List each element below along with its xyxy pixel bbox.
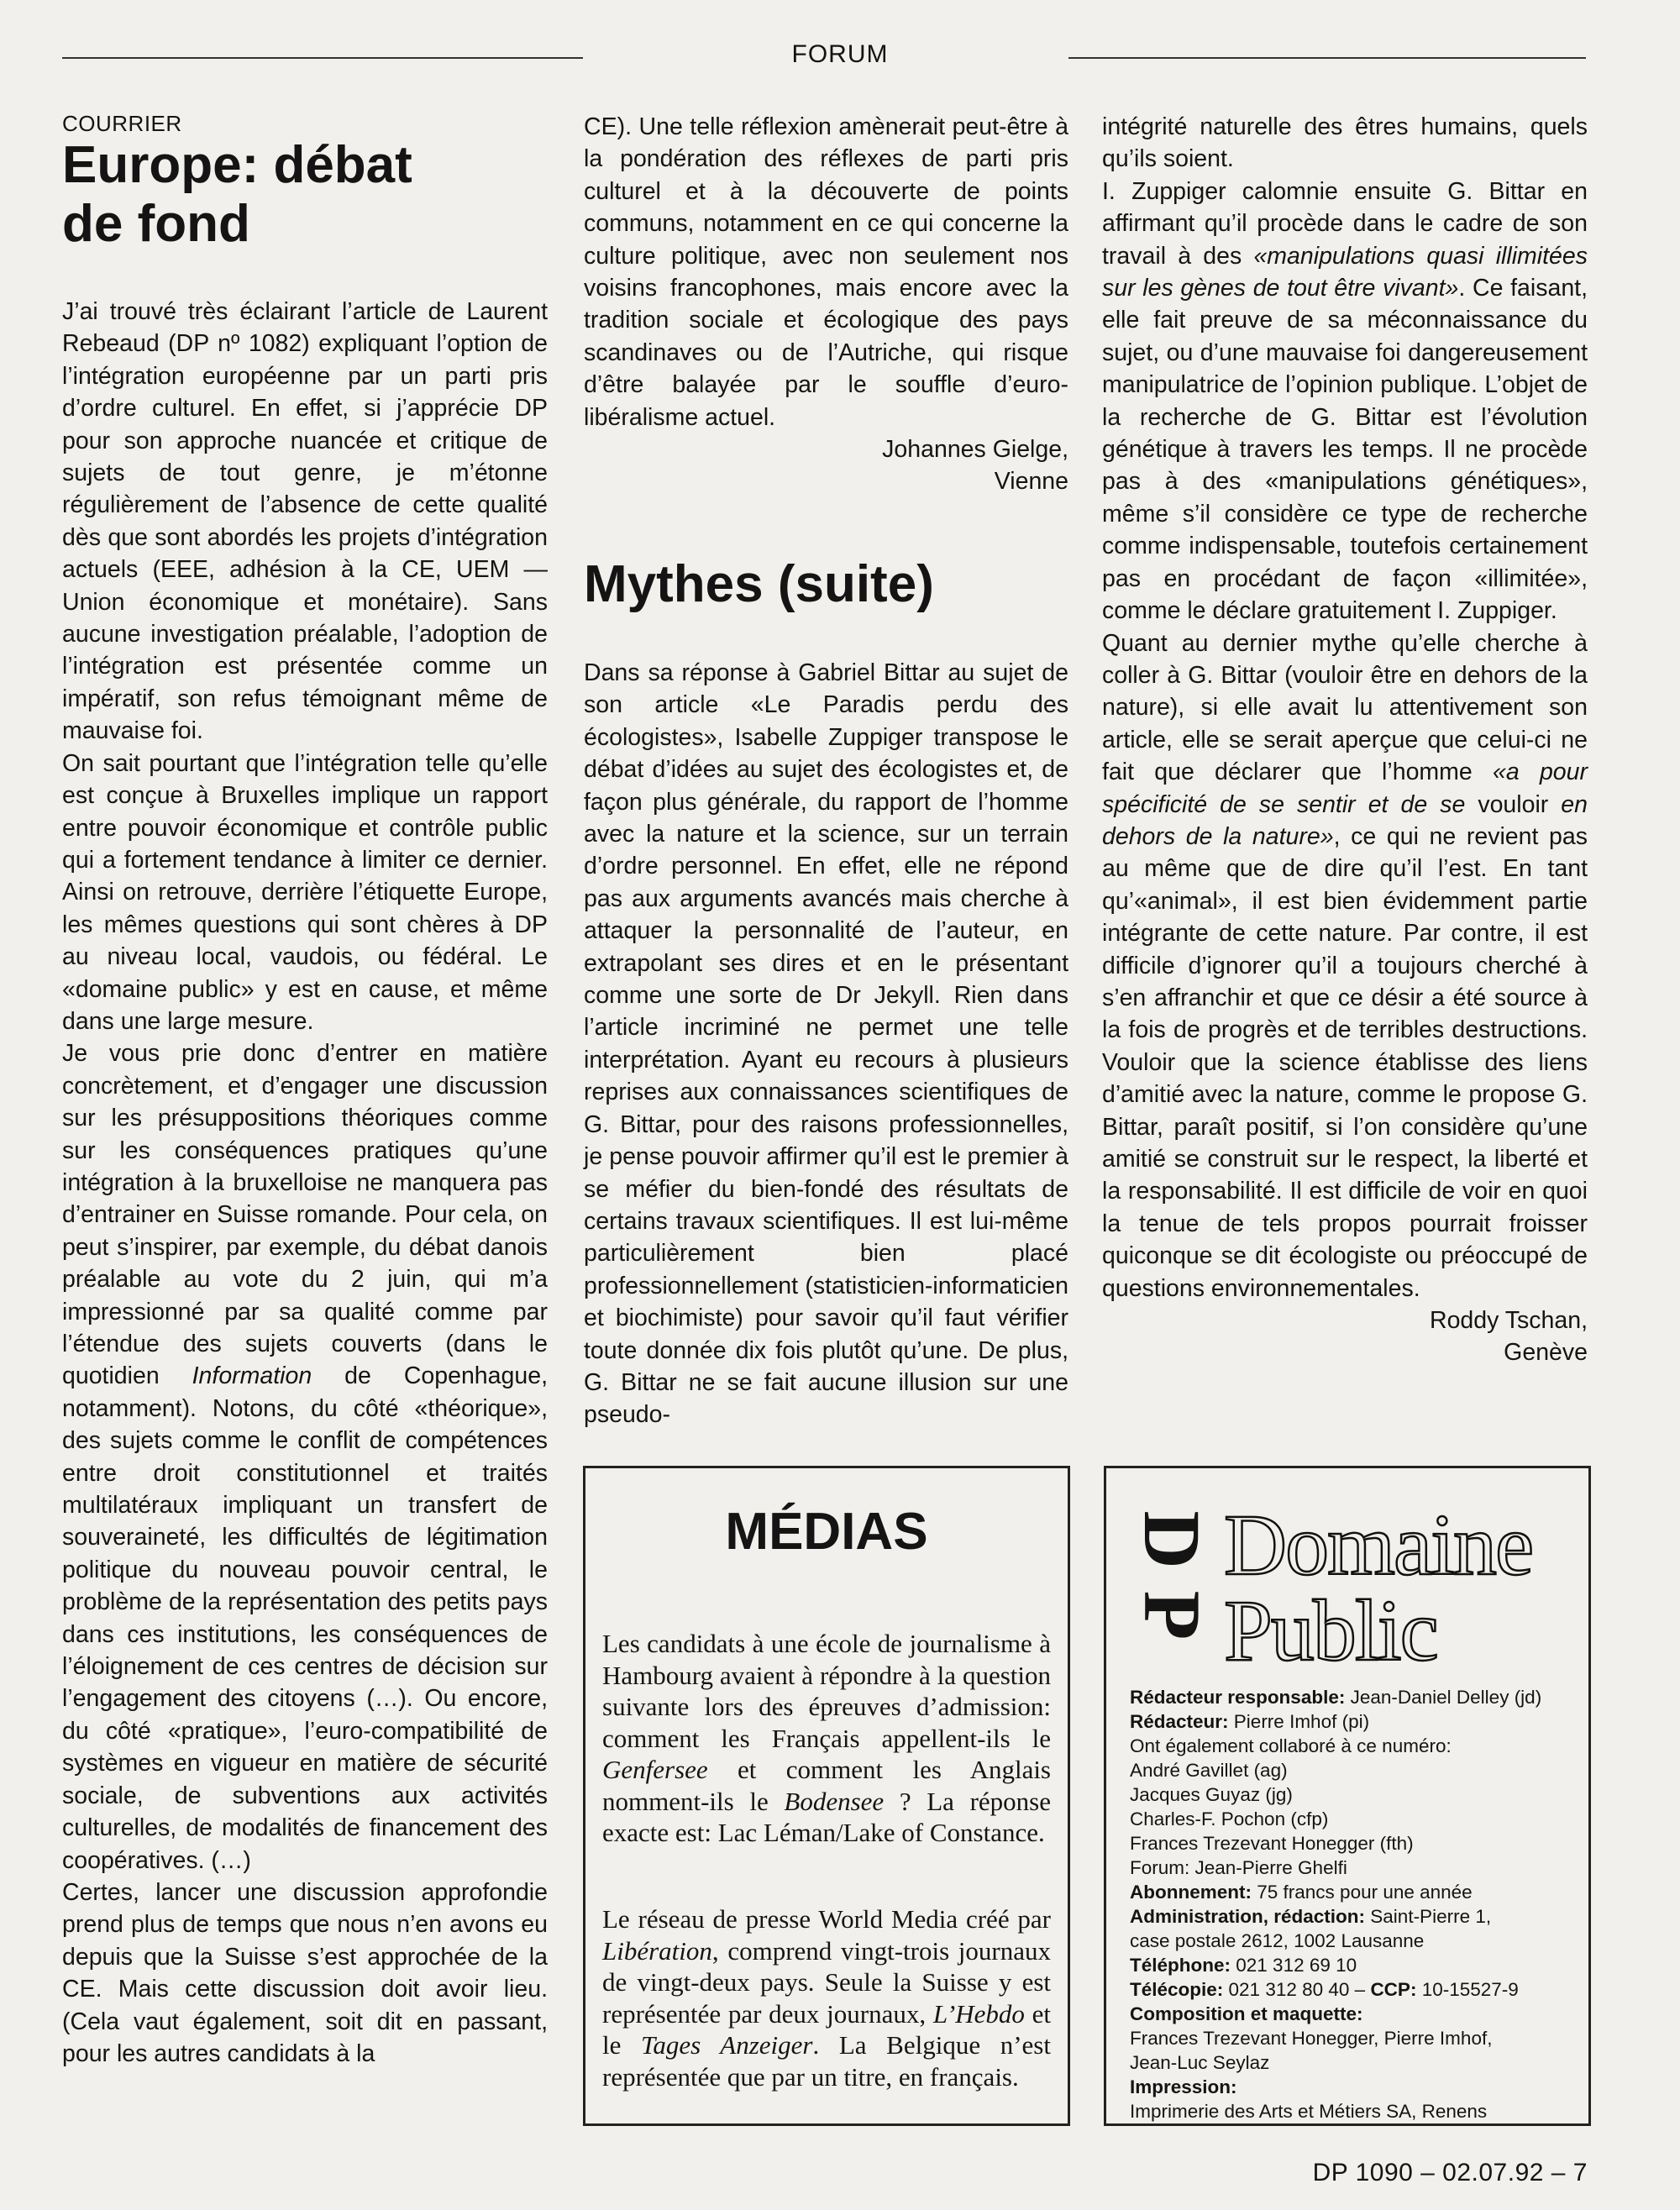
article-paragraph: Certes, lancer une discussion approfondie prend plus de temps que nous n’en avons eu depuis que la Suisse s’est approchée de la CE. Mais cette discussion doit avoir lieu. (Cela vaut également, soit dit en passant, pour les autres candidats à la [62,1878,548,2067]
article-paragraph: Quant au dernier mythe qu’elle cherche à coller à G. Bittar (vouloir être en dehors de la nature), si elle avait lu attentivement son article, elle se serait aperçue que celui-ci ne fait que déclarer que l’homme «a pour spécificité de se sentir et de se vouloir en dehors de la nature», ce qui ne revient pas au même que de dire qu’il l’est. En tant qu’«animal», il est bien évidemment partie intégrante de cette nature. Par contre, il est difficile d’ignorer qu’il a toujours cherché à s’en affranchir et que ce désir a été source à la fois de progrès et de terribles destructions. Vouloir que la science établisse des liens d’amitié avec la nature, comme le propose G. Bittar, paraît positif, si l’on considère qu’une amitié se construit sur le respect, la liberté et la responsabilité. Il est difficile de voir en quoi la tenue de tels propos pourrait froisser quiconque se dit écologiste ou préoccupé de questions environnementales. [1102,629,1588,1302]
article-paragraph: Dans sa réponse à Gabriel Bittar au sujet de son article «Le Paradis perdu des écologistes», Isabelle Zuppiger transpose le débat d’idées au sujet des écologistes et, de façon plus générale, du rapport de l’homme avec la nature et la science, sur un terrain d’ordre personnel. En effet, elle ne répond pas aux arguments avancés mais cherche à attaquer la personnalité de l’auteur, en extrapolant ses dires et en le présentant comme une sorte de Dr Jekyll. Rien dans l’article incriminé ne permet une telle interprétation. Ayant eu recours à plusieurs reprises aux connaissances scientifiques de G. Bittar, pour des raisons professionnelles, je pense pouvoir affirmer qu’il est le premier à se méfier du bien-fondé des résultats de certains travaux scientifiques. Il est lui-même particulièrement bien placé professionnellement (statisticien-informaticien et biochimiste) pour savoir qu’il faut vérifier toute donnée dix fois plutôt qu’une. De plus, G. Bittar ne se fait aucune illusion sur une pseudo- [584,659,1068,1429]
article-mythes-column-2 [584,657,1068,1431]
medias-paragraph: Le réseau de presse World Media créé par Libération, comprend vingt-trois journaux de vingt-deux pays. Seule la Suisse y est représentée par deux journaux, L’Hebdo et le Tages Anzeiger. La Belgique n’est représentée que par un titre, en français. [602,1904,1051,2092]
collaborator: Charles-F. Pochon (cfp) [1130,1808,1329,1829]
signature-name: Roddy Tschan, [1429,1307,1588,1335]
article-paragraph: CE). Une telle réflexion amènerait peut-être à la pondération des réflexes de parti pris culturel et à la découverte de points communs, notamment en ce qui concerne la culture politique, avec non seulement nos voisins francophones, mais encore avec la tradition sociale et écologique des pays scandinaves ou de l’Autriche, qui risque d’être balayée par le souffle d’euro-libéralisme actuel. [584,113,1068,431]
collaborator: Forum: Jean-Pierre Ghelfi [1130,1857,1347,1878]
signature-city: Genève [1504,1339,1588,1367]
signature-city: Vienne [994,468,1068,496]
article-paragraph: Je vous prie donc d’entrer en matière concrètement, et d’engager une discussion sur les présuppositions théoriques comme sur les conséquences pratiques qu’une intégration à la bruxelloise ne manquera pas d’entrainer en Suisse romande. Pour cela, on peut s’inspirer, par exemple, du débat danois préalable au vote du 2 juin, qui m’a impressionné par sa qualité comme par l’étendue des sujets couverts (dans le quotidien Information de Copenhague, notamment). Notons, du côté «théorique», des sujets comme le conflit de compétences entre droit constitutionnel et traités multilatéraux impliquant un transfert de souveraineté, les difficultés de légitimation politique du nouveau pouvoir central, le problème de la représentation des petits pays dans ces institutions, les conséquences de l’éloignement de ces centres de décision sur l’engagement des citoyens (…). Ou encore, du côté «pratique», l’euro-compatibilité de systèmes en vigueur en matière de sécurité sociale, de subventions aux activités culturelles, de modalités de financement des coopératives. (…) [62,1040,548,1874]
article-kicker: COURRIER [62,111,182,136]
collaborator: Frances Trezevant Honegger (fth) [1130,1833,1414,1854]
collaborator: André Gavillet (ag) [1130,1760,1288,1781]
page-footer-reference: DP 1090 – 02.07.92 – 7 [1312,2159,1588,2186]
article-title: Mythes (suite) [584,555,934,613]
article-title-line-2: de fond [62,195,250,253]
article-paragraph: I. Zuppiger calomnie ensuite G. Bittar en affirmant qu’il procède dans le cadre de son travail à des «manipulations quasi illimitées sur les gènes de tout être vivant». Ce faisant, elle fait preuve de sa méconnaissance du sujet, ou d’une mauvaise foi dangereusement manipulatrice de l’opinion publique. L’objet de la recherche de G. Bittar est l’évolution génétique à travers les temps. Il ne procède pas à des «manipulations génétiques», même s’il considère ce type de recherche comme indispensable, toutefois certainement pas en procédant de façon «illimitée», comme le déclare gratuitement I. Zuppiger. [1102,177,1588,625]
masthead-credits: Rédacteur responsable: Jean-Daniel Delley (jd) Rédacteur: Pierre Imhof (pi) Ont également collaboré à ce numéro: André Gavillet (ag) Jacques Guyaz (jg) Charles-F. Pochon (cfp) Frances Trezevant Honegger (fth) Forum: Jean-Pierre Ghelfi Abonnement: 75 francs pour une année Administration, rédaction: Saint-Pierre 1, case postale 2612, 1002 Lausanne Téléphone: 021 312 69 10 Télécopie: 021 312 80 40 – CCP: 10-15527-9 Composition et maquette: Frances Trezevant Honegger, Pierre Imhof, Jean-Luc Seylaz Impression: Imprimerie des Arts et Métiers SA, Renens [1130,1685,1575,2123]
article-title-line-1: Europe: débat [62,136,412,194]
logo-letter-d: D [1127,1510,1217,1569]
header-rule-left [62,57,583,59]
article-paragraph: intégrité naturelle des êtres humains, quels qu’ils soient. [1102,113,1588,173]
article-europe-column-1 [62,111,548,2070]
logo-letter-p: P [1127,1590,1217,1640]
article-paragraph: J’ai trouvé très éclairant l’article de Laurent Rebeaud (DP nº 1082) expliquant l’option de l’intégration européenne par un parti pris d’ordre culturel. En effet, si j’apprécie DP pour son approche nuancée et critique de sujets de tout genre, je m’étonne régulièrement de l’absence de cette qualité dès que sont abordés les projets d’intégration actuels (EEE, adhésion à la CE, UEM — Union économique et monétaire). Sans aucune investigation préalable, l’adoption de l’intégration est présentée comme un impératif, son refus témoignant même de mauvaise foi. [62,298,548,745]
medias-box [583,1466,1070,2126]
section-label: FORUM [791,40,889,68]
masthead-box [1104,1466,1591,2126]
signature-name: Johannes Gielge, [882,436,1068,464]
collaborator: Jacques Guyaz (jg) [1130,1784,1293,1805]
medias-title: MÉDIAS [725,1503,928,1561]
article-europe-column-2 [584,111,1068,498]
medias-paragraph: Les candidats à une école de journalisme à Hambourg avaient à répondre à la question suivante lors des épreuves d’admission: comment les Français appellent-ils le Genfersee et comment les Anglais nomment-ils le Bodensee ? La réponse exacte est: Lac Léman/Lake of Constance. [602,1629,1051,1847]
article-mythes-column-3 [1102,111,1588,1369]
masthead-title-line-2: Public [1224,1583,1437,1679]
masthead-logo-letters [1127,1502,1217,1670]
masthead-title-line-1: Domaine [1224,1497,1533,1593]
article-paragraph: On sait pourtant que l’intégration telle qu’elle est conçue à Bruxelles implique un rapport entre pouvoir économique et contrôle public qui a fortement tendance à limiter ce dernier. Ainsi on retrouve, derrière l’étiquette Europe, les mêmes questions qui sont chères à DP au niveau local, vaudois, ou fédéral. Le «domaine public» y est en cause, et même dans une large mesure. [62,749,548,1035]
header-rule-right [1068,57,1586,59]
